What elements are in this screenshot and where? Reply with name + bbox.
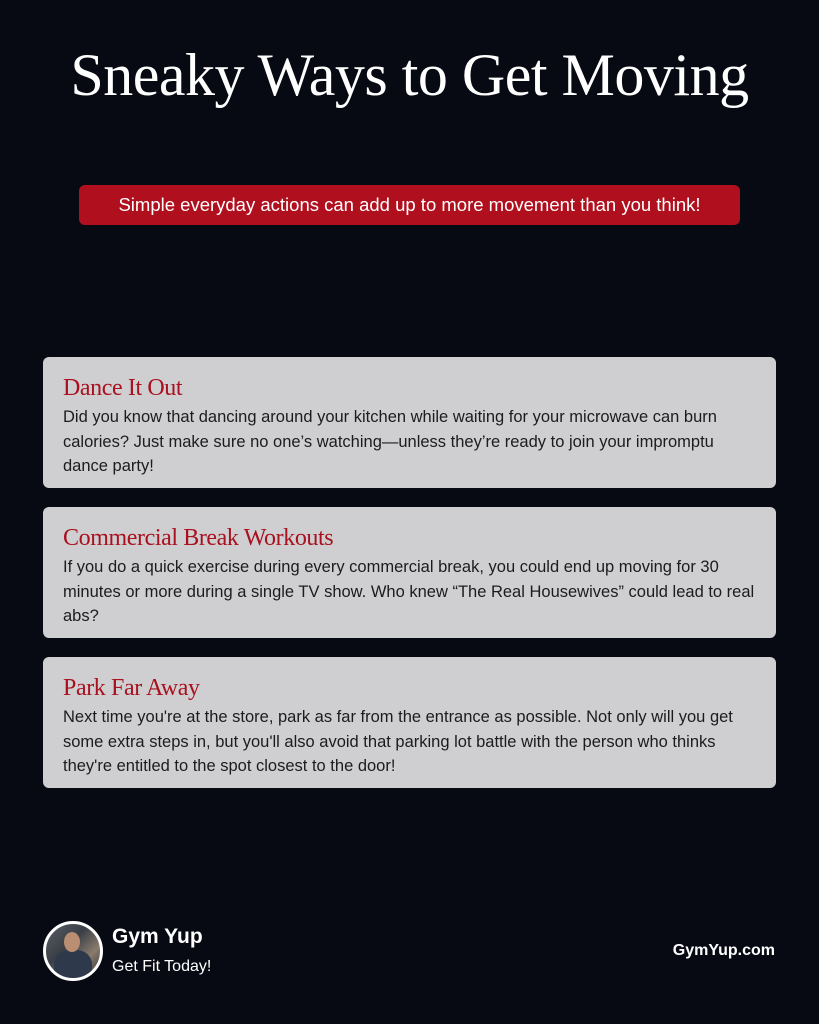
tip-card-commercial-break [43, 507, 776, 638]
card-title: Park Far Away [63, 675, 200, 701]
tip-card-park [43, 657, 776, 788]
card-body: Next time you're at the store, park as far from the entrance as possible. Not only will you get some extra steps in, but you'll also avoid that parking lot battle with the person who thinks they're entitled to the spot closest to the door! [63, 708, 733, 775]
card-title: Commercial Break Workouts [63, 525, 334, 551]
page-title: Sneaky Ways to Get Moving [70, 42, 749, 108]
tip-card-dance [43, 357, 776, 488]
avatar-body-shape [54, 950, 92, 981]
card-body: If you do a quick exercise during every commercial break, you could end up moving for 30 minutes or more during a single TV show. Who knew “The Real Housewives” could lead to real abs? [63, 558, 755, 625]
card-title: Dance It Out [63, 375, 183, 401]
website-link[interactable]: GymYup.com [672, 942, 775, 959]
brand-name: Gym Yup [112, 925, 203, 948]
avatar-head-shape [64, 932, 80, 952]
brand-avatar-icon [43, 921, 103, 981]
card-body: Did you know that dancing around your kitchen while waiting for your microwave can burn calories? Just make sure no one’s watching—unless they’re ready to join your impromptu dance party! [63, 408, 717, 475]
subtitle-banner: Simple everyday actions can add up to more movement than you think! [79, 185, 740, 225]
brand-tagline: Get Fit Today! [112, 958, 212, 975]
